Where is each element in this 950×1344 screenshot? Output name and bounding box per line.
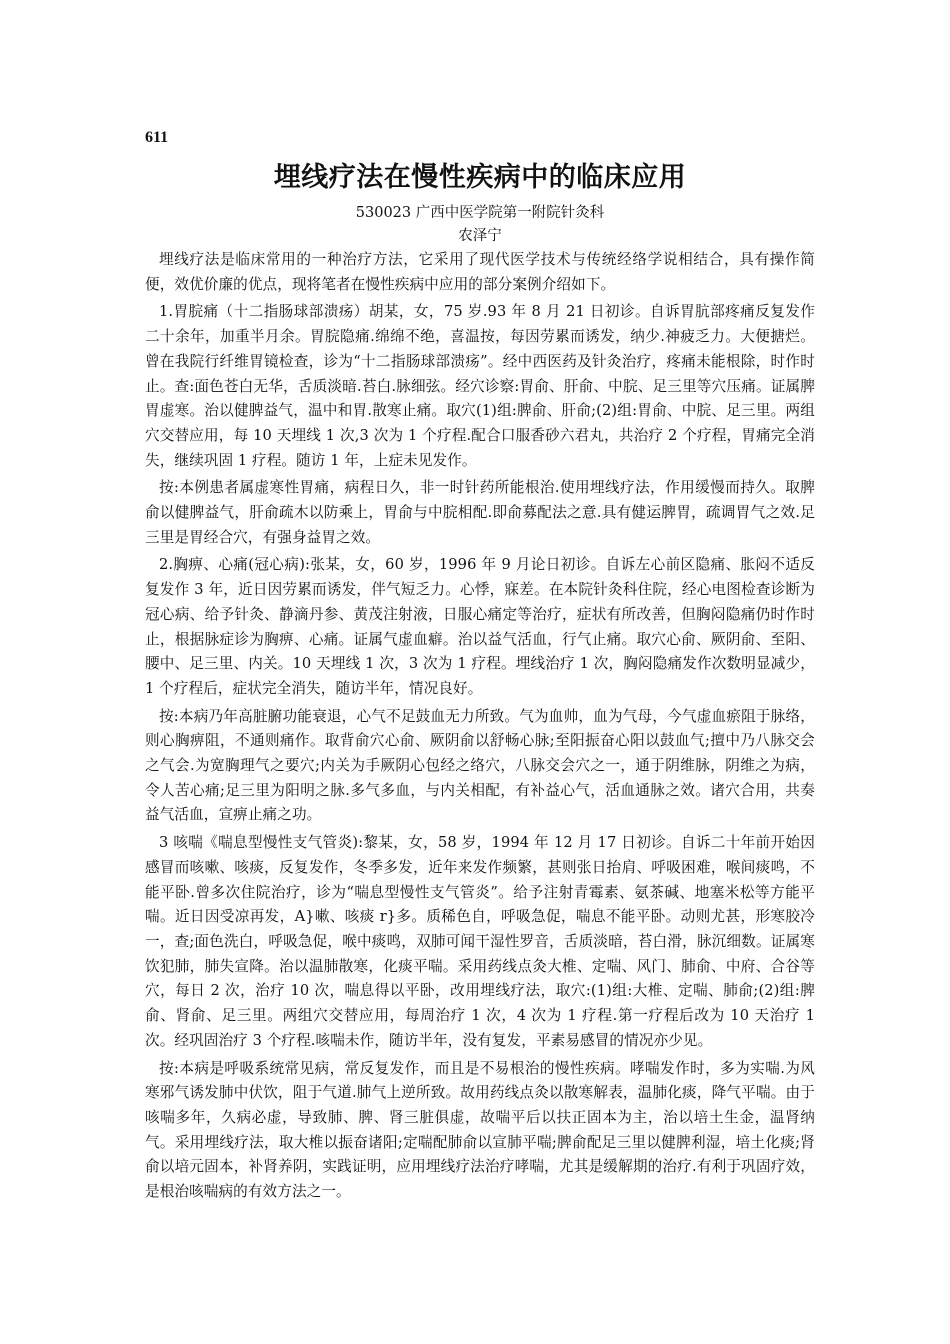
- paragraph-case-1-note: 按:本例患者属虚寒性胃痛，病程日久，非一时针药所能根治.使用埋线疗法，作用缓慢而持久。取脾俞以健脾益气，肝俞疏木以防乘上，胃俞与中脘相配.即俞募配法之意.具有健运脾胃，疏调胃气之效.足三里是胃经合穴，有强身益胃之效。: [145, 479, 815, 546]
- author-affiliation: 530023 广西中医学院第一附院针灸科: [355, 205, 605, 221]
- paragraph-case-2-note: 按:本病乃年高脏腑功能衰退，心气不足鼓血无力所致。气为血帅，血为气母，今气虚血瘀阻于脉络，则心胸痹阻，不通则痛作。取背俞穴心俞、厥阴俞以舒畅心脉;至阳振奋心阳以鼓血气;擅中乃八脉交会之气会.为宽胸理气之要穴;内关为手厥阴心包经之络穴，八脉交会穴之一，通于阴维脉，阴维之为病，令人苦心痛;足三里为阳明之脉.多气多血，与内关相配，有补益心气，活血通脉之效。诸穴合用，共奏益气活血，宣痹止痛之功。: [145, 707, 815, 824]
- paragraph-case-2: 2.胸痹、心痛(冠心病):张某，女，60 岁，1996 年 9 月论日初诊。自诉左心前区隐痛、胀闷不适反复发作 3 年，近日因劳累而诱发，伴气短乏力。心悸，寐差。在本院针灸科住院，经心电图检查诊断为冠心病、给予针灸、静滴丹参、黄茂注射液，日服心痛定等治疗，症状有所改善，但胸闷隐痛仍时作时止，根据脉症诊为胸痹、心痛。证属气虚血癖。治以益气活血，行气止痛。取穴心俞、厥阴俞、至阳、腰中、足三里、内关。10 天埋线 1 次，3 次为 1 疗程。埋线治疗 1 次，胸闷隐痛发作次数明显减少，1 个疗程后，症状完全消失，随访半年，情况良好。: [145, 556, 815, 697]
- article-body: [145, 248, 815, 1205]
- paragraph-intro: 埋线疗法是临床常用的一种治疗方法，它采用了现代医学技术与传统经络学说相结合，具有操作简便，效优价廉的优点，现将笔者在慢性疾病中应用的部分案例介绍如下。: [145, 251, 815, 293]
- paragraph-case-1: 1.胃脘痛（十二指肠球部溃疡）胡某，女，75 岁.93 年 8 月 21 日初诊。自诉胃肮部疼痛反复发作二十余年，加重半月余。胃脘隐痛.绵绵不绝，喜温按，每因劳累而诱发，纳少.神疲乏力。大便搪烂。曾在我院行纤维胃镜检查，诊为“十二指肠球部溃疡”。经中西医药及针灸治疗，疼痛未能根除，时作时止。查:面色苍白无华，舌质淡暗.苔白.脉细弦。经穴诊察:胃俞、肝俞、中脘、足三里等穴压痛。证属脾胃虚寒。治以健脾益气，温中和胃.散寒止痛。取穴(1)组:脾俞、肝俞;(2)组:胃俞、中脘、足三里。两组穴交替应用，每 10 天埋线 1 次,3 次为 1 个疗程.配合口服香砂六君丸，共治疗 2 个疗程，胃痛完全消失，继续巩固 1 疗程。随访 1 年，上症未见发作。: [145, 303, 815, 469]
- page-number: 611: [145, 129, 169, 146]
- paragraph-case-3-note: 按:本病是呼吸系统常见病，常反复发作，而且是不易根治的慢性疾病。哮喘发作时，多为实喘.为风寒邪气诱发肺中伏饮，阻于气道.肺气上逆所致。故用药线点灸以散寒解表，温肺化痰，降气平喘。由于咳喘多年，久病必虚，导致肺、脾、肾三脏俱虚，故喘平后以扶正固本为主，治以培土生金，温肾纳气。采用埋线疗法，取大椎以振奋诸阳;定喘配肺俞以宣肺平喘;脾俞配足三里以健脾利湿，培土化痰;肾俞以培元固本，补肾养阴，实践证明，应用埋线疗法治疗哮喘，尤其是缓解期的治疗.有利于巩固疗效，是根治咳喘病的有效方法之一。: [145, 1059, 815, 1201]
- article-title: 埋线疗法在慢性疾病中的临床应用: [273, 162, 687, 193]
- paragraph-case-3: 3 咳喘《喘息型慢性支气管炎):黎某，女，58 岁，1994 年 12 月 17 日初诊。自诉二十年前开始因感冒而咳嗽、咳痰，反复发作，冬季多发，近年来发作频繁，甚则张日抬肩、呼吸困难，喉间痰鸣，不能平卧.曾多次住院治疗，诊为“喘息型慢性支气管炎”。给予注射青霉素、氨茶碱、地塞米松等方能平喘。近日因受凉再发，A}嗽、咳痰 r}多。质稀色自，呼吸急促，喘息不能平卧。动则尤甚，形寒胶冷一，查;面色洗白，呼吸急促，喉中痰鸣，双肺可闻干湿性罗音，舌质淡暗，苔白滑，脉沉细数。证属寒饮犯肺，肺失宣降。治以温肺散寒，化痰平喘。采用药线点灸大椎、定喘、风门、肺俞、中府、合谷等穴，每日 2 次，治疗 10 次，喘息得以平卧，改用埋线疗法，取穴:(1)组:大椎、定喘、肺俞;(2)组:脾俞、肾俞、足三里。两组穴交替应用，每周治疗 1 次，4 次为 1 疗程.第一疗程后改为 10 天治疗 1 次。经巩固治疗 3 个疗程.咳喘未作，随访半年，没有复发，平素易感冒的情况亦少见。: [145, 834, 815, 1049]
- author-name: 农泽宁: [458, 228, 502, 244]
- document-page: [145, 126, 815, 1208]
